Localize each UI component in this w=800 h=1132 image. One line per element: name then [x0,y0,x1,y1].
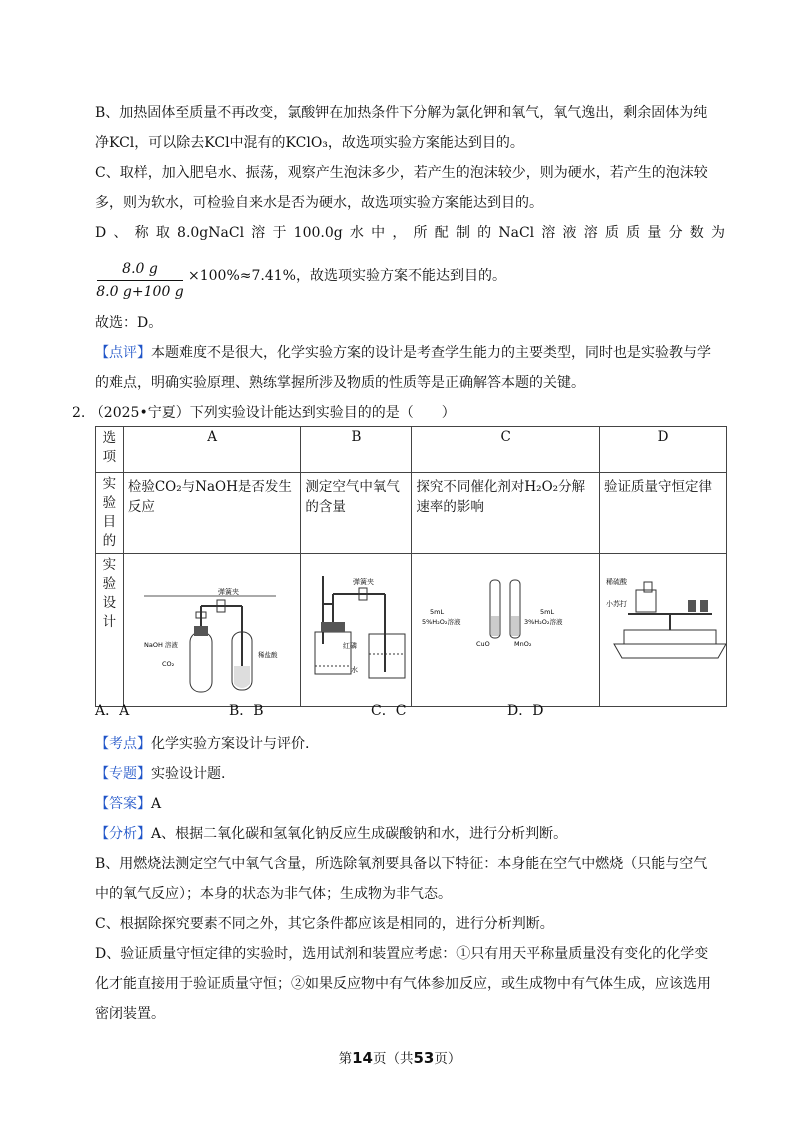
d-line-word: NaCl [498,225,535,241]
question-number: 2. [72,405,86,421]
d-line-word: 于 [272,225,287,241]
d-line-word: 量 [647,225,662,241]
label-baking-soda: 小苏打 [606,600,627,608]
figure-b-cell [301,554,412,707]
kaodian-text: 化学实验方案设计与评价. [151,736,310,752]
fenxi-line-c: C、根据除探究要素不同之外，其它条件都应该是相同的，进行分析判断。 [95,916,554,932]
options-table [95,426,727,707]
d-line-word: 分 [668,225,683,241]
footer-pre: 第 [338,1051,353,1067]
kaodian-tag: 【考点】 [95,736,151,752]
prev-c-line1: C、取样，加入肥皂水、振荡，观察产生泡沫多少，若产生的泡沫较少，则为硬水，若产生的泡沫较 [95,165,708,181]
label-water: 水 [351,666,359,674]
d-line-word: 8.0gNaCl [177,225,245,241]
label-option: 选 项 [96,427,124,473]
purpose-d: 验证质量守恒定律 [600,473,727,554]
fenxi-line-a [95,817,725,851]
fenxi-line-b2: 中的氧气反应）；本身的状态为非气体；生成物为非气态。 [95,886,452,902]
label-mno2: MnO₂ [514,640,532,648]
label-left-volume: 5mL [430,608,445,616]
kaodian-line [95,727,725,761]
daan-line [95,787,725,821]
label-clamp-b: 弹簧夹 [353,578,375,586]
option-d[interactable]: D．D [507,703,544,719]
review-line1 [95,336,725,370]
label-cuo: CuO [476,640,491,648]
prev-b-line1: B、加热固体至质量不再改变，氯酸钾在加热条件下分解为氯化钾和氧气，氧气逸出，剩余固体为纯 [95,105,708,121]
d-line-word: ， [392,225,407,241]
d-line-word: 溶 [541,225,556,241]
label-design: 实 验 设 计 [96,554,124,707]
purpose-a: 检验CO₂与NaOH是否发生反应 [123,473,301,554]
d-line-word: 溶 [251,225,266,241]
question-stem [72,396,702,430]
daan-text: A [151,796,162,812]
purpose-c: 探究不同催化剂对H₂O₂分解速率的影响 [412,473,600,554]
figure-d-cell [600,554,727,707]
figure-c-apparatus [412,554,592,702]
label-clamp-a: 弹簧夹 [217,588,239,596]
d-line-word: D [95,225,107,241]
footer-mid: 页（共 [373,1051,414,1067]
fenxi-tag: 【分析】 [95,826,151,842]
d-line-word: 中 [371,225,386,241]
d-line-word: 配 [434,225,449,241]
question-text: 下列实验设计能达到实验目的的是（ ） [189,405,456,421]
prev-answer: 故选：D。 [95,315,163,331]
table-design-row [96,554,727,707]
fenxi-line-d3: 密闭装置。 [95,1006,165,1022]
d-line-word: 称 [134,225,149,241]
d-line-word: 制 [455,225,470,241]
d-line-word: 水 [349,225,364,241]
footer-post: 页） [434,1051,462,1067]
column-c: C [412,427,600,473]
review-tag: 【点评】 [95,345,151,361]
column-d: D [600,427,727,473]
figure-b-apparatus [301,554,411,702]
review-text: 本题难度不是很大，化学实验方案的设计是考查学生能力的主要类型，同时也是实验教与学 [151,345,711,361]
column-b: B [301,427,412,473]
d-line-word: 、 [113,225,128,241]
fraction [95,258,185,303]
figure-d-apparatus [600,554,726,702]
label-red-phosphorus: 红磷 [343,642,358,650]
label-hcl: 稀盐酸 [257,651,278,659]
footer-page-number: 14 [352,1049,373,1067]
label-co2: CO₂ [161,660,175,668]
label-naoh: NaOH 溶液 [143,641,178,649]
purpose-b: 测定空气中氧气的含量 [301,473,412,554]
d-line-word: 取 [155,225,170,241]
fenxi-line-b1: B、用燃烧法测定空气中氧气含量，所选除氧剂要具备以下特征：本身能在空气中燃烧（只能与空气 [95,856,708,872]
footer-total-pages: 53 [413,1049,435,1067]
option-c[interactable]: C．C [371,703,407,719]
figure-a-apparatus [124,554,294,702]
question-source: （2025•宁夏） [89,405,190,421]
label-right-volume: 5mL [540,608,555,616]
d-line-word: 质 [604,225,619,241]
prev-d-line1 [95,216,725,250]
fenxi-a-text: A、根据二氧化碳和氢氧化钠反应生成碳酸钠和水，进行分析判断。 [151,826,568,842]
daan-tag: 【答案】 [95,796,151,812]
table-header-row [96,427,727,473]
column-a: A [123,427,301,473]
fraction-tail: ×100%≈7.41%，故选项实验方案不能达到目的。 [188,268,506,284]
label-purpose: 实 验 目 的 [96,473,124,554]
option-a[interactable]: A．A [95,703,130,719]
fraction-numerator: 8.0 g [122,261,158,277]
d-line-word: 100.0g [293,225,343,241]
d-line-word: 液 [562,225,577,241]
prev-b-line2: 净KCl，可以除去KCl中混有的KClO₃，故选项实验方案能达到目的。 [95,135,524,151]
review-line2: 的难点，明确实验原理、熟练掌握所涉及物质的性质等是正确解答本题的关键。 [95,375,585,391]
figure-c-cell [412,554,600,707]
d-line-word: 数 [689,225,704,241]
figure-a-cell [123,554,301,707]
fenxi-line-d1: D、验证质量守恒定律的实验时，选用试剂和装置应考虑：①只有用天平称量质量没有变化的化学变 [95,946,709,962]
zhuanti-line [95,757,725,791]
label-right-solution: 3%H₂O₂溶液 [524,618,563,626]
option-b[interactable]: B．B [229,703,264,719]
prev-c-line2: 多，则为软水，可检验自来水是否为硬水，故选项实验方案能达到目的。 [95,195,543,211]
fraction-denominator: 8.0 g+100 g [96,284,184,300]
zhuanti-tag: 【专题】 [95,766,151,782]
label-left-solution: 5%H₂O₂溶液 [422,618,461,626]
d-line-word: 为 [710,225,725,241]
label-sulfuric-acid: 稀硫酸 [606,578,627,586]
page-footer [0,1047,800,1067]
d-line-word: 质 [626,225,641,241]
d-line-word: 溶 [583,225,598,241]
zhuanti-text: 实验设计题. [151,766,226,782]
d-line-word: 所 [413,225,428,241]
table-purpose-row [96,473,727,554]
d-line-word: 的 [477,225,492,241]
fenxi-line-d2: 化才能直接用于验证质量守恒；②如果反应物中有气体参加反应，或生成物中有气体生成，应该选用 [95,976,711,992]
